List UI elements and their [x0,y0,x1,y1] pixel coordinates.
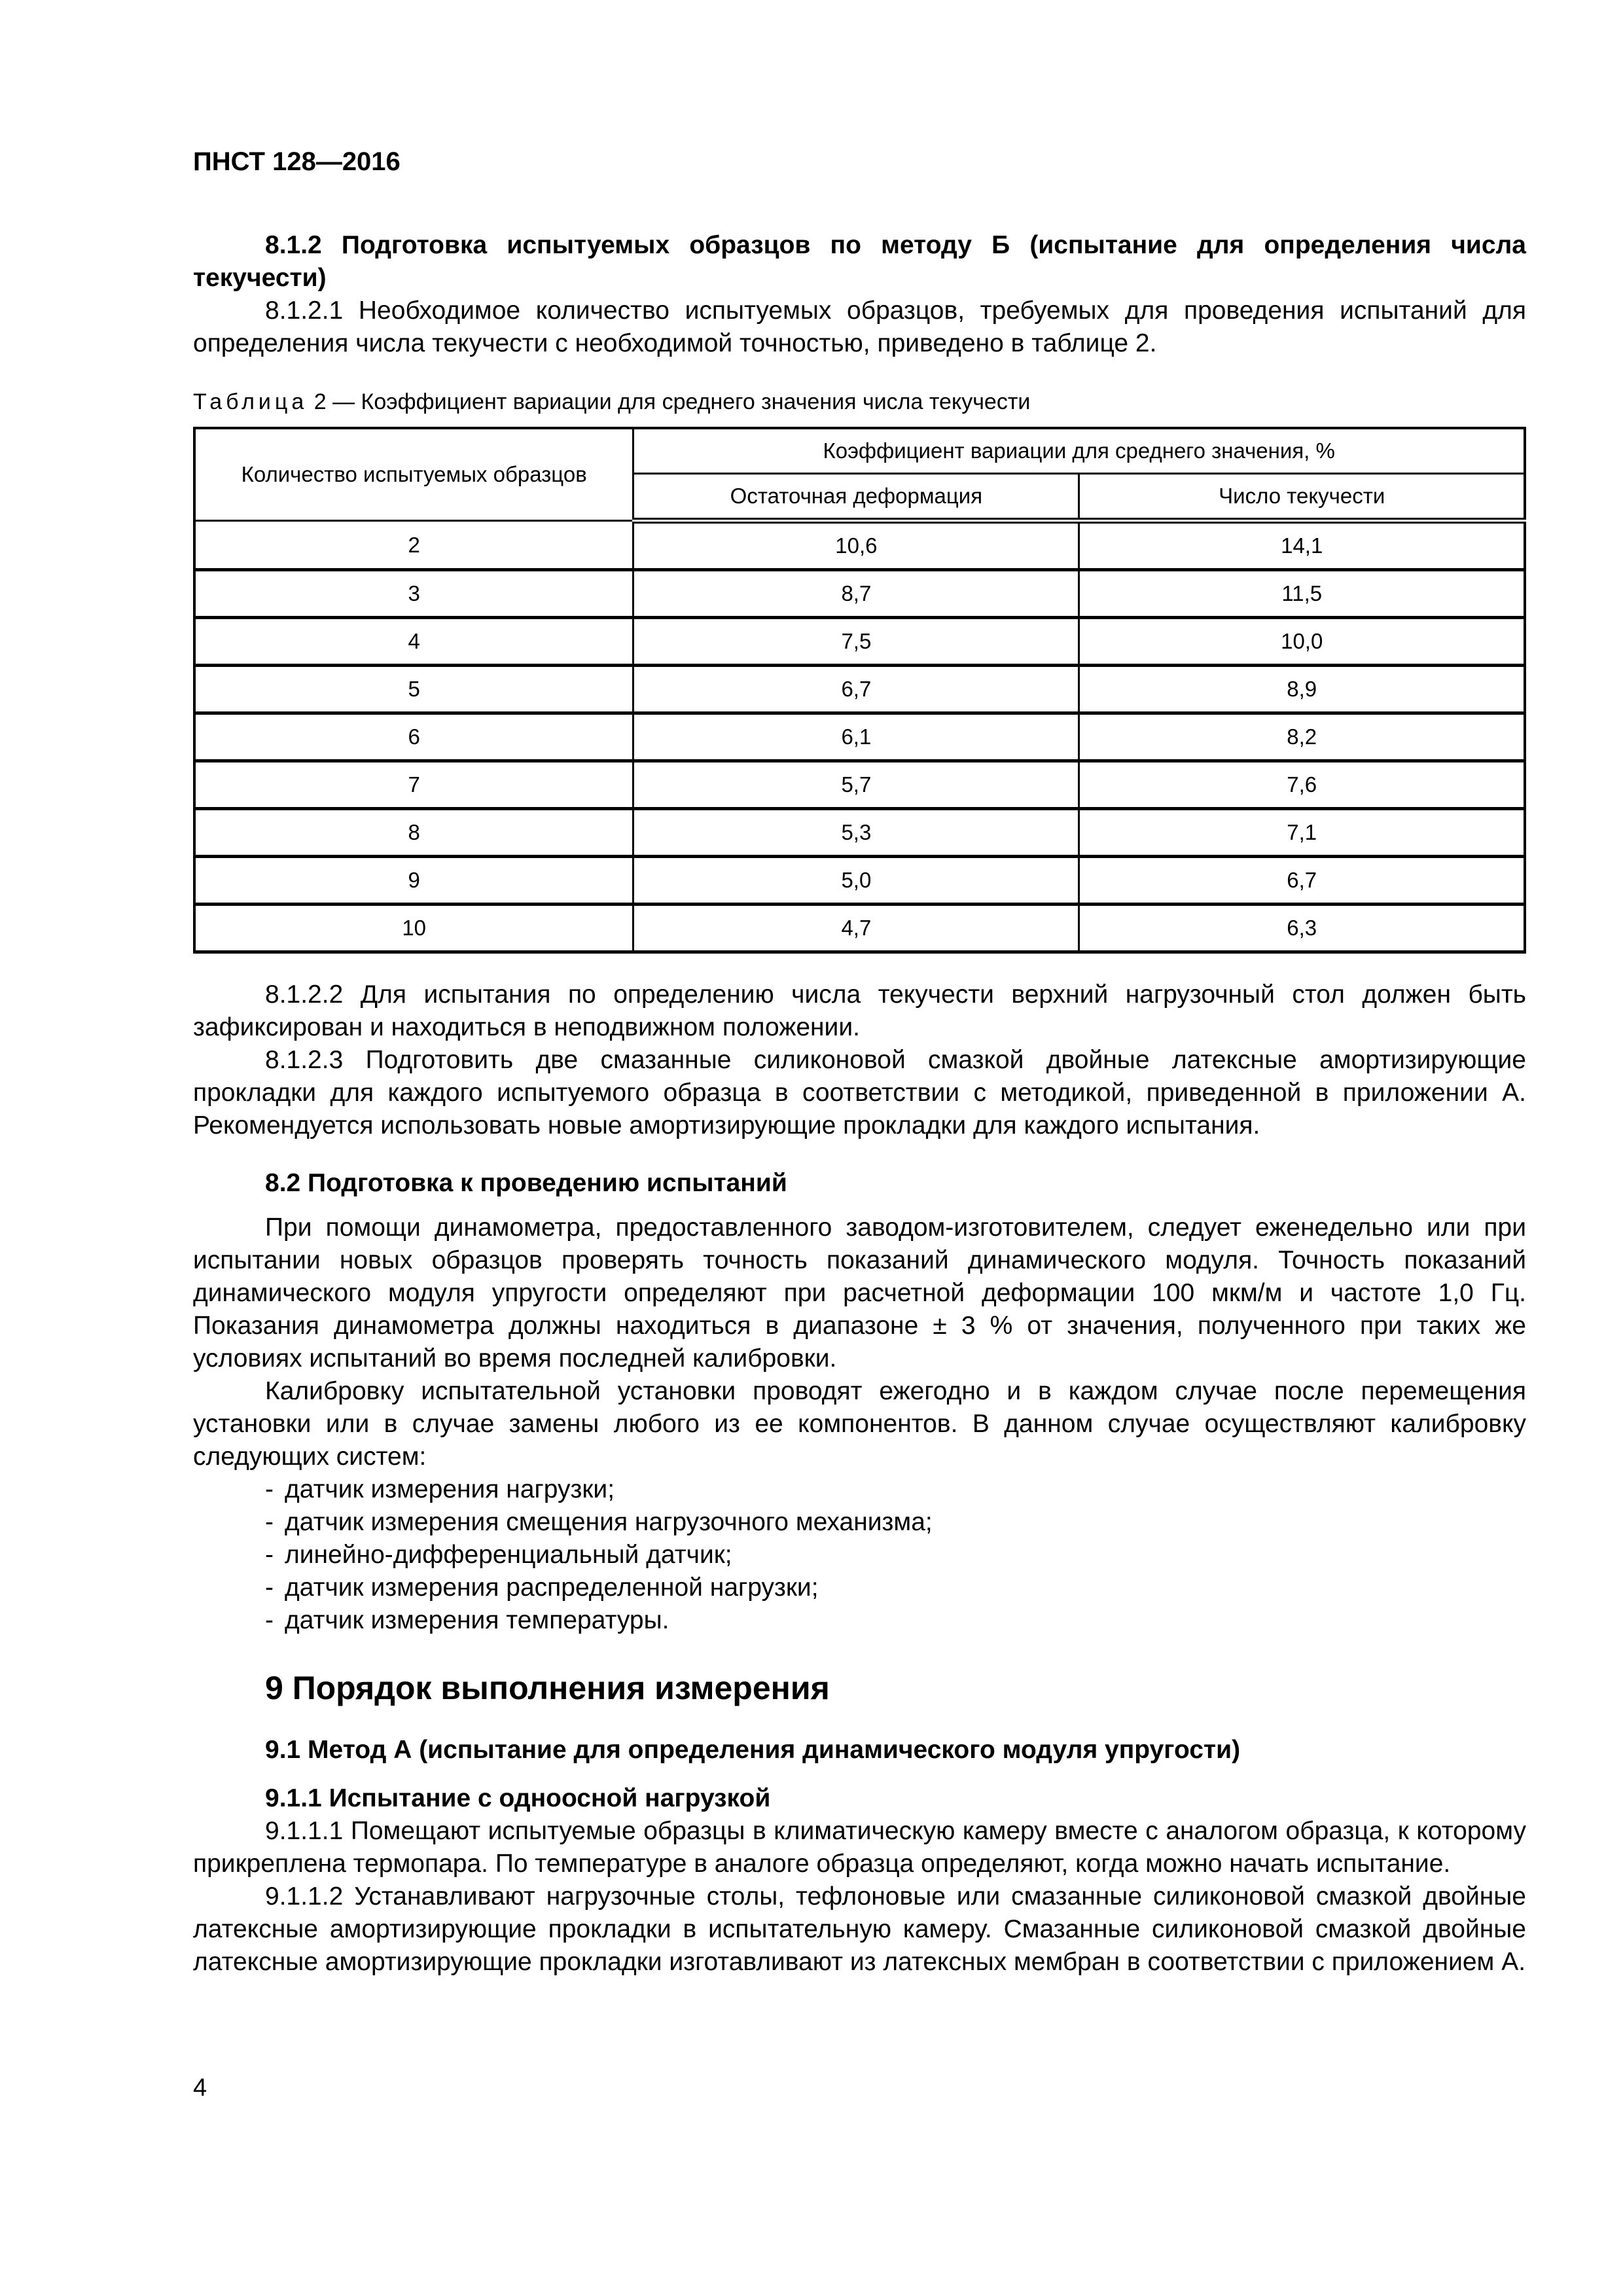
table-caption-label: Таблица [193,389,308,414]
cell-flow-number: 10,0 [1079,618,1525,666]
section-9-heading: 9 Порядок выполнения измерения [265,1670,830,1706]
cell-residual-deformation: 7,5 [633,618,1079,666]
page-number: 4 [193,2074,207,2102]
cell-residual-deformation: 4,7 [633,905,1079,952]
list-dash-marker: - [265,1475,274,1503]
list-item-text: линейно-дифференциальный датчик; [285,1541,732,1569]
section-8-1-2-heading: 8.1.2 Подготовка испытуемых образцов по методу Б (испытание для определения числа текучести) [193,231,1526,292]
paragraph-9-1-1-2: 9.1.1.2 Устанавливают нагрузочные столы, тефлоновые или смазанные силиконовой смазкой двойные латексные амортизирующие прокладки в испытательную камеру. Смазанные силиконовой смазкой двойные латексные амортизирующие прокладки изготавливают из латексных мембран в соответствии с приложением А. [193,1882,1526,1976]
cell-sample-count: 5 [194,666,633,713]
list-dash-marker: - [265,1606,274,1634]
cell-residual-deformation: 6,1 [633,713,1079,761]
table-row [194,713,1525,761]
section-9-1-1-heading: 9.1.1 Испытание с одноосной нагрузкой [265,1784,771,1812]
section-9-1-heading: 9.1 Метод А (испытание для определения динамического модуля упругости) [265,1736,1241,1764]
table-row [194,857,1525,905]
table-header-row [194,428,1525,474]
list-dash-marker: - [265,1541,274,1569]
list-item [193,1539,1526,1571]
list-item-text: датчик измерения смещения нагрузочного механизма; [285,1508,933,1536]
cell-sample-count: 6 [194,713,633,761]
cell-residual-deformation: 8,7 [633,570,1079,618]
list-item-text: датчик измерения распределенной нагрузки; [285,1573,819,1602]
paragraph-8-2-calibration: Калибровку испытательной установки проводят ежегодно и в каждом случае после перемещения установки или в случае замены любого из ее компонентов. В данном случае осуществляют калибровку следующих систем: [193,1377,1526,1471]
section-8-2-heading: 8.2 Подготовка к проведению испытаний [265,1169,787,1197]
cell-flow-number: 6,7 [1079,857,1525,905]
calibration-systems-list [193,1473,1526,1637]
cell-flow-number: 11,5 [1079,570,1525,618]
cell-residual-deformation: 10,6 [633,521,1079,570]
cell-sample-count: 9 [194,857,633,905]
cell-sample-count: 8 [194,809,633,857]
table-caption-title: 2 — Коэффициент вариации для среднего значения числа текучести [308,389,1031,414]
document-page [193,145,1526,1979]
list-item-text: датчик измерения нагрузки; [285,1475,615,1503]
cell-flow-number: 6,3 [1079,905,1525,952]
cell-residual-deformation: 5,3 [633,809,1079,857]
header-residual-deformation: Остаточная деформация [633,474,1079,521]
table-caption [193,387,1526,416]
document-id-header: ПНСТ 128—2016 [193,147,401,176]
table-row [194,761,1525,809]
cell-sample-count: 2 [194,521,633,570]
list-item-text: датчик измерения температуры. [285,1606,669,1634]
list-item [193,1506,1526,1539]
list-dash-marker: - [265,1573,274,1602]
table-row [194,905,1525,952]
cell-flow-number: 7,1 [1079,809,1525,857]
header-variation-coefficient: Коэффициент вариации для среднего значения, % [633,428,1525,474]
cell-residual-deformation: 5,0 [633,857,1079,905]
list-item [193,1473,1526,1506]
cell-sample-count: 7 [194,761,633,809]
table-row [194,570,1525,618]
cell-sample-count: 3 [194,570,633,618]
cell-flow-number: 7,6 [1079,761,1525,809]
table-row [194,521,1525,570]
paragraph-8-1-2-3: 8.1.2.3 Подготовить две смазанные силиконовой смазкой двойные латексные амортизирующие прокладки для каждого испытуемого образца в соответствии с методикой, приведенной в приложении А. Рекомендуется использовать новые амортизирующие прокладки для каждого испытания. [193,1046,1526,1139]
table-2 [193,427,1526,954]
list-item [193,1571,1526,1604]
cell-sample-count: 4 [194,618,633,666]
paragraph-8-1-2-2: 8.1.2.2 Для испытания по определению числа текучести верхний нагрузочный стол должен быть зафиксирован и находиться в неподвижном положении. [193,980,1526,1041]
table-row [194,666,1525,713]
paragraph-9-1-1-1: 9.1.1.1 Помещают испытуемые образцы в климатическую камеру вместе с аналогом образца, к которому прикреплена термопара. По температуре в аналоге образца определяют, когда можно начать испытание. [193,1817,1526,1878]
list-dash-marker: - [265,1508,274,1536]
table-body [194,521,1525,952]
table-row [194,618,1525,666]
paragraph-8-2-dynamometer: При помощи динамометра, предоставленного заводом-изготовителем, следует еженедельно или при испытании новых образцов проверять точность показаний динамического модуля. Точность показаний динамического модуля упругости определяют при расчетной деформации 100 мкм/м и частоте 1,0 Гц. Показания динамометра должны находиться в диапазоне ± 3 % от значения, полученного при таких же условиях испытаний во время последней калибровки. [193,1213,1526,1372]
list-item [193,1604,1526,1637]
cell-residual-deformation: 5,7 [633,761,1079,809]
header-flow-number: Число текучести [1079,474,1525,521]
cell-sample-count: 10 [194,905,633,952]
header-sample-count: Количество испытуемых образцов [194,428,633,521]
table-row [194,809,1525,857]
cell-flow-number: 14,1 [1079,521,1525,570]
paragraph-8-1-2-1: 8.1.2.1 Необходимое количество испытуемых образцов, требуемых для проведения испытаний для определения числа текучести с необходимой точностью, приведено в таблице 2. [193,296,1526,357]
cell-flow-number: 8,9 [1079,666,1525,713]
cell-residual-deformation: 6,7 [633,666,1079,713]
cell-flow-number: 8,2 [1079,713,1525,761]
